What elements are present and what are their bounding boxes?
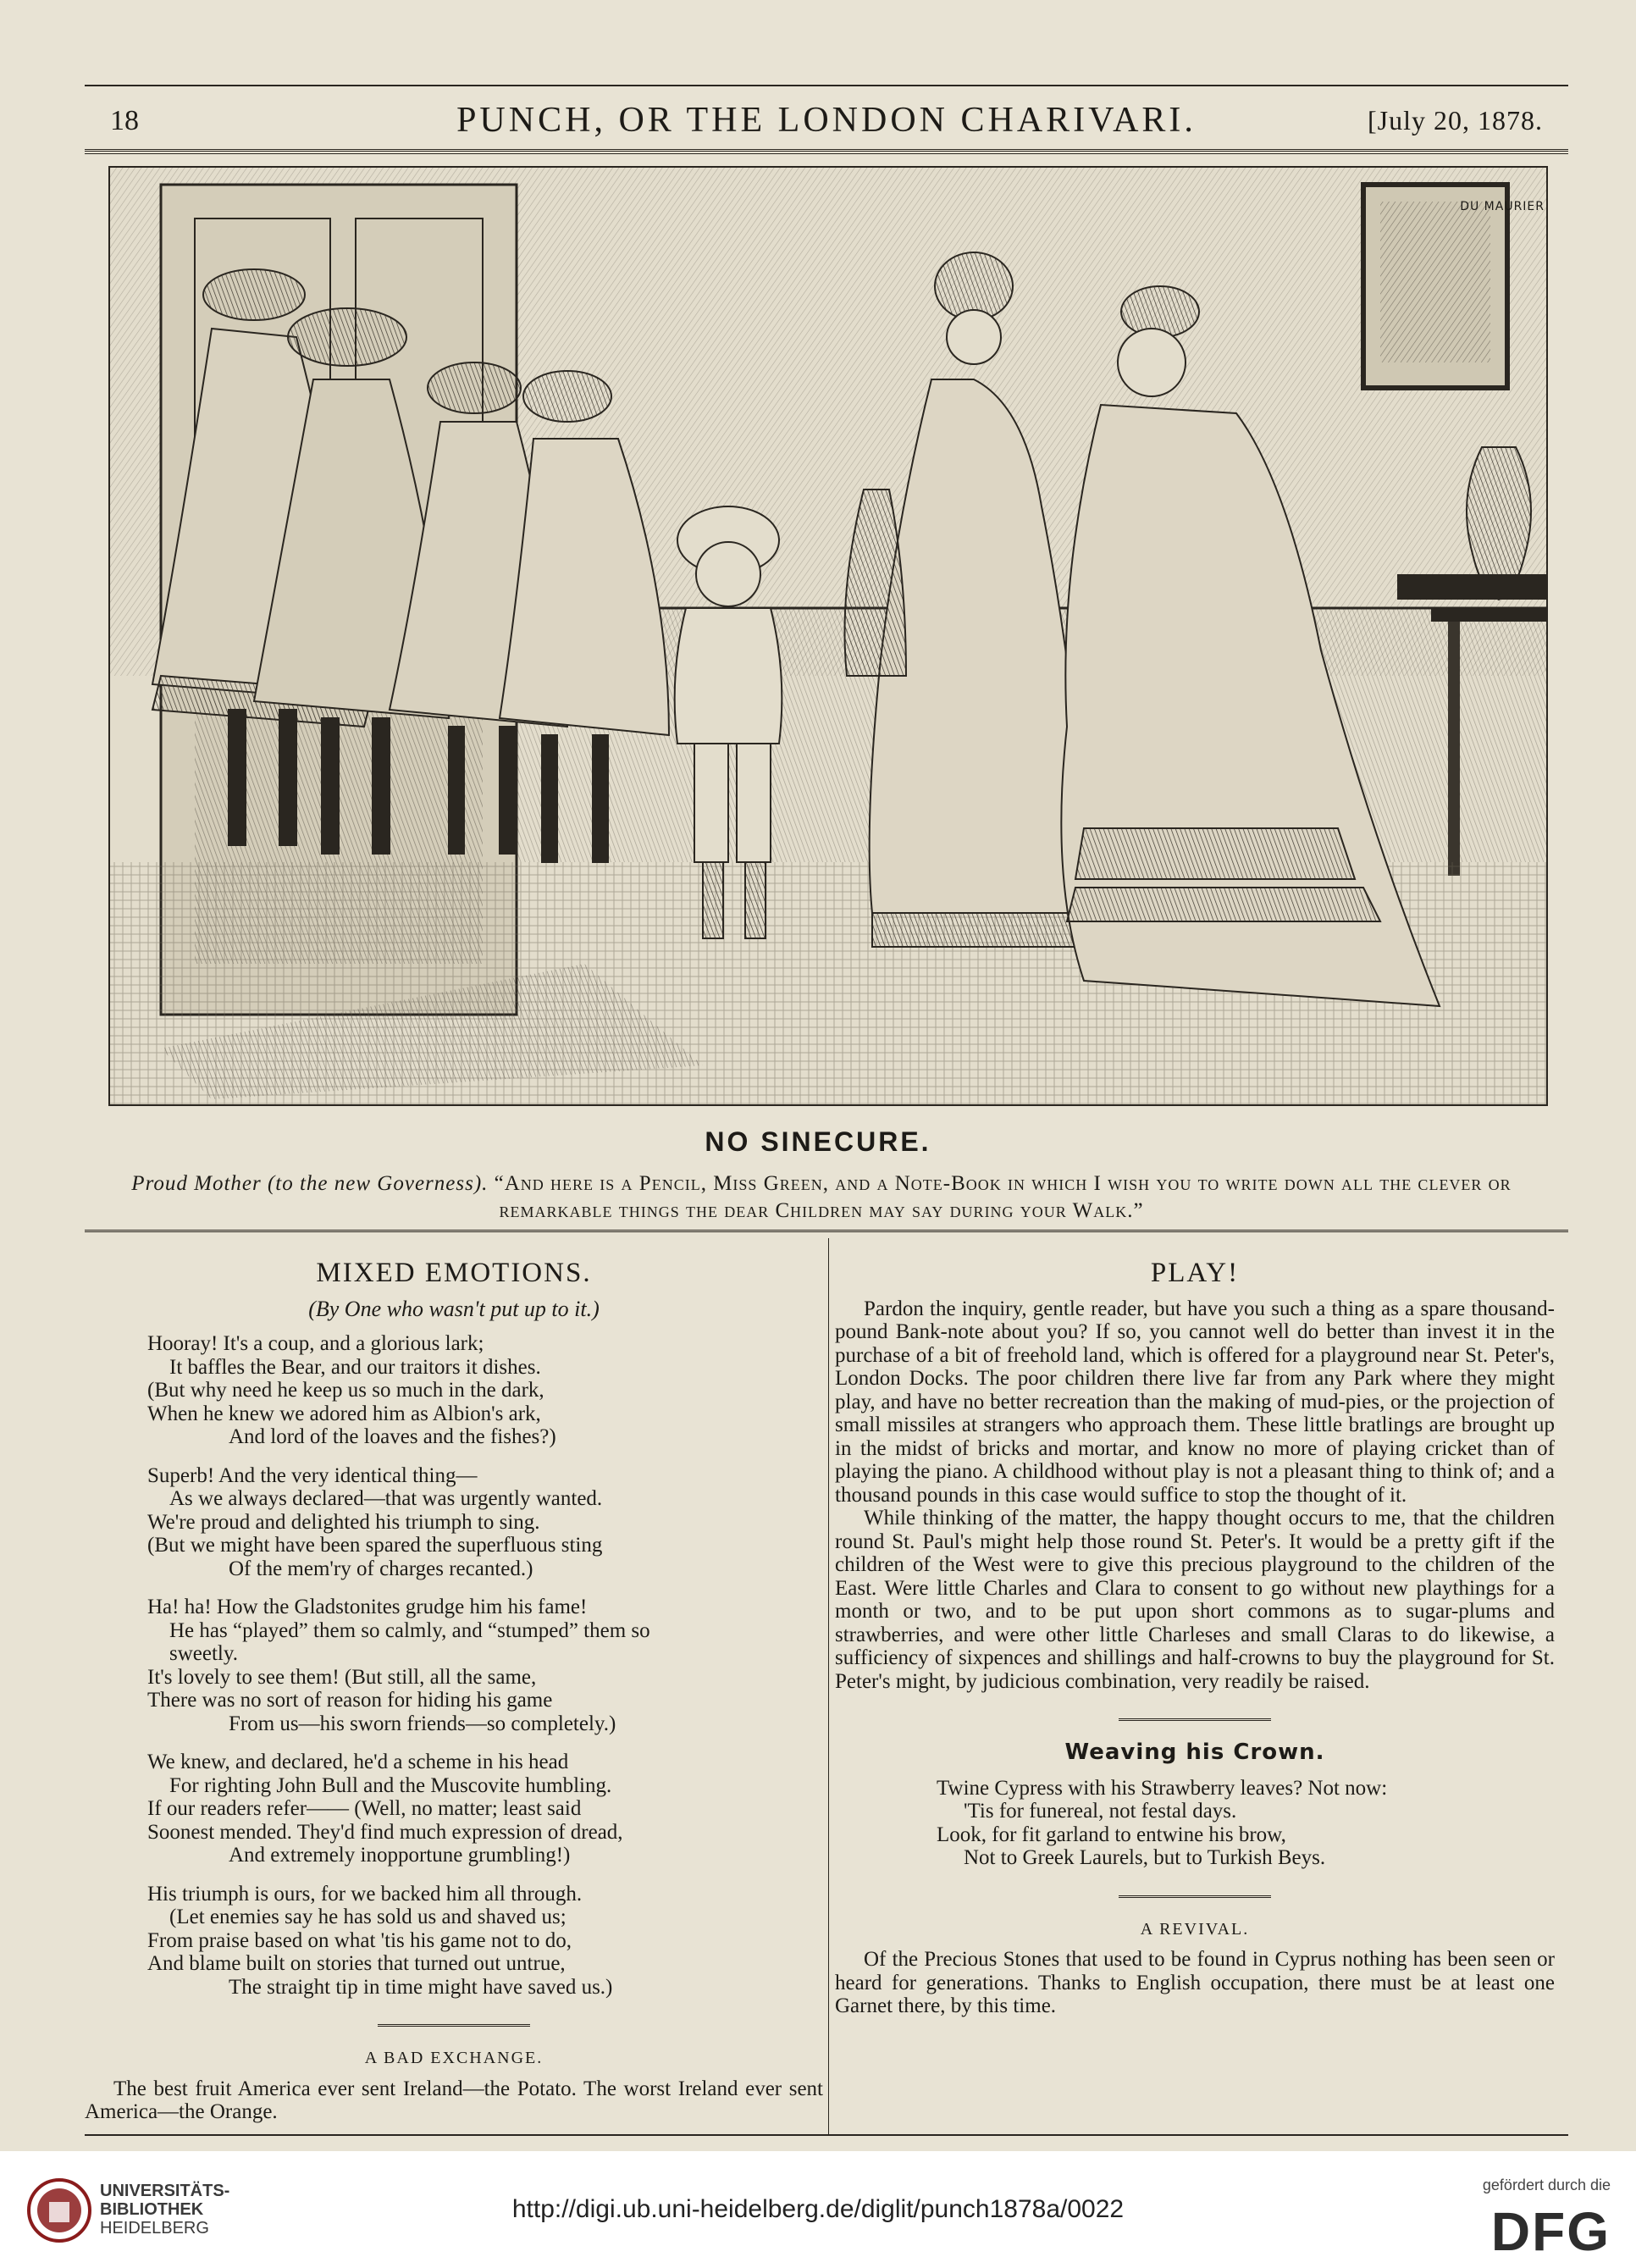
poem-line: Of the mem'ry of charges recanted.) bbox=[229, 1557, 533, 1580]
poem-line: If our readers refer—— (Well, no matter; least said bbox=[147, 1797, 582, 1820]
funded-by-text: gefördert durch die bbox=[1482, 2177, 1611, 2193]
header-rule bbox=[85, 85, 1568, 86]
poem-line: As we always declared—that was urgently wanted. bbox=[169, 1487, 603, 1510]
poem-line: And lord of the loaves and the fishes?) bbox=[229, 1425, 556, 1448]
poem-line: It's lovely to see them! (But still, all the same, bbox=[147, 1665, 537, 1689]
revival-title: A REVIVAL. bbox=[1140, 1919, 1250, 1939]
poem-line: He has “played” them so calmly, and “stumped” them so bbox=[169, 1618, 650, 1642]
cartoon-title: NO SINECURE. bbox=[705, 1126, 931, 1157]
poem-line: When he knew we adored him as Albion's ark, bbox=[147, 1402, 541, 1425]
page-number: 18 bbox=[110, 105, 139, 136]
cartoon-illustration bbox=[108, 166, 1548, 1106]
poem-line: Ha! ha! How the Gladstonites grudge him his fame! bbox=[147, 1596, 588, 1618]
cartoon-caption bbox=[127, 1170, 1516, 1225]
poem-stanza bbox=[85, 1596, 823, 1735]
bad-exchange-text: The best fruit America ever sent Ireland—the Potato. The worst Ireland ever sent America—the Orange. bbox=[85, 2077, 823, 2123]
poem-stanza bbox=[85, 1883, 823, 2000]
artist-signature: DU MAURIER bbox=[1460, 200, 1545, 213]
poem-line: Twine Cypress with his Strawberry leaves? Not now: bbox=[937, 1776, 1388, 1800]
poem-line: There was no sort of reason for hiding his game bbox=[147, 1689, 553, 1712]
poem-line: The straight tip in time might have saved us.) bbox=[229, 1975, 613, 1999]
bottom-rule bbox=[85, 2134, 1568, 2136]
left-column bbox=[85, 1245, 823, 2124]
masthead-title: PUNCH, OR THE LONDON CHARIVARI. bbox=[456, 101, 1197, 140]
caption-speaker: Proud Mother (to the new Governess). bbox=[131, 1172, 489, 1195]
weaving-poem bbox=[835, 1777, 1555, 1870]
header-double-rule bbox=[85, 149, 1568, 154]
poem-line: From praise based on what 'tis his game not to do, bbox=[147, 1928, 572, 1952]
column-divider bbox=[828, 1238, 829, 2134]
short-divider bbox=[1119, 1718, 1271, 1723]
short-divider bbox=[378, 2024, 530, 2028]
section-divider bbox=[85, 1230, 1568, 1235]
mixed-emotions-subtitle: (By One who wasn't put up to it.) bbox=[308, 1296, 600, 1321]
poem-line: Hooray! It's a coup, and a glorious lark; bbox=[147, 1332, 484, 1355]
dfg-logo: DFG bbox=[1490, 2201, 1611, 2262]
poem-line: Superb! And the very identical thing— bbox=[147, 1463, 478, 1487]
poem-line: For righting John Bull and the Muscovite humbling. bbox=[169, 1773, 612, 1797]
library-line: HEIDELBERG bbox=[100, 2219, 209, 2238]
poem-line: sweetly. bbox=[169, 1642, 238, 1665]
poem-line: His triumph is ours, for we backed him all through. bbox=[147, 1882, 583, 1906]
right-column bbox=[835, 1245, 1555, 2018]
poem-line: (But why need he keep us so much in the dark, bbox=[147, 1379, 544, 1402]
source-url-link[interactable]: http://digi.ub.uni-heidelberg.de/diglit/punch1878a/0022 bbox=[511, 2195, 1125, 2223]
poem-line: Soonest mended. They'd find much expression of dread, bbox=[147, 1820, 623, 1844]
short-divider bbox=[1119, 1895, 1271, 1900]
digitization-footer bbox=[0, 2151, 1636, 2268]
poem-line: (Let enemies say he has sold us and shaved us; bbox=[169, 1906, 567, 1928]
poem-line: (But we might have been spared the superfluous sting bbox=[147, 1534, 603, 1557]
poem-line: Look, for fit garland to entwine his brow, bbox=[937, 1823, 1286, 1846]
poem-stanza bbox=[85, 1751, 823, 1867]
page-header bbox=[85, 100, 1568, 147]
play-paragraph: Pardon the inquiry, gentle reader, but have you such a thing as a spare thousand-pound Bank-note about you? If so, you cannot well do better than invest it in the purchase of a bit of freehold land, which is offered for a playground near St. Peter's, London Docks. The poor children there live far from any Park where they might play, and have no better recreation than the making of mud-pies, or the projection of small missiles at strangers who approach them. These little bratlings are brought up in the midst of bricks and mortar, and know no more of playing cricket than of playing the piano. A childhood without play is not a pleasant thing to think of; and a thousand pounds in this case would suffice to stop the thought of it. bbox=[835, 1297, 1555, 1507]
mixed-emotions-title: MIXED EMOTIONS. bbox=[316, 1258, 592, 1288]
poem-line: We knew, and declared, he'd a scheme in his head bbox=[147, 1751, 569, 1773]
issue-date: [July 20, 1878. bbox=[1368, 105, 1543, 136]
poem-line: And extremely inopportune grumbling!) bbox=[229, 1844, 571, 1867]
poem-stanza bbox=[85, 1332, 823, 1449]
poem-line: 'Tis for funereal, not festal days. bbox=[964, 1800, 1237, 1823]
bad-exchange-title: A BAD EXCHANGE. bbox=[364, 2049, 544, 2067]
poem-line: From us—his sworn friends—so completely.) bbox=[229, 1712, 616, 1735]
poem-line: Not to Greek Laurels, but to Turkish Beys. bbox=[964, 1846, 1326, 1869]
weaving-title: Weaving his Crown. bbox=[1064, 1740, 1325, 1765]
play-title: PLAY! bbox=[1150, 1258, 1240, 1288]
play-paragraph: While thinking of the matter, the happy thought occurs to me, that the children round St. Paul's might help those round St. Peter's. It would be a pretty gift if the children of the West were to give this precious playground to the children of the East. Were little Charles and Clara to consent to go without new playthings for a month or two, and to be put upon short commons as to sugar-plums and strawberries, and were other little Charleses and small Claras to do likewise, a sufficiency of sixpences and shillings and half-crowns to buy the playground for St. Peter's might, by judicious combination, very readily be raised. bbox=[835, 1507, 1555, 1693]
caption-quote: “And here is a Pencil, Miss Green, and a Note-Book in which I wish you to write down all the clever or remarkable things the dear Children may say during your Walk.” bbox=[494, 1172, 1512, 1222]
revival-text: Of the Precious Stones that used to be found in Cyprus nothing has been seen or heard for generations. Thanks to English occupation, there must be at least one Garnet there, by this time. bbox=[835, 1948, 1555, 2017]
poem-line: It baffles the Bear, and our traitors it dishes. bbox=[169, 1355, 541, 1379]
poem-line: We're proud and delighted his triumph to sing. bbox=[147, 1510, 540, 1534]
poem-line: And blame built on stories that turned out untrue, bbox=[147, 1952, 566, 1975]
library-line: UNIVERSITÄTS- bbox=[100, 2182, 230, 2200]
library-line: BIBLIOTHEK bbox=[100, 2200, 204, 2219]
poem-stanza bbox=[85, 1464, 823, 1581]
engraving-drawing bbox=[110, 168, 1548, 1106]
